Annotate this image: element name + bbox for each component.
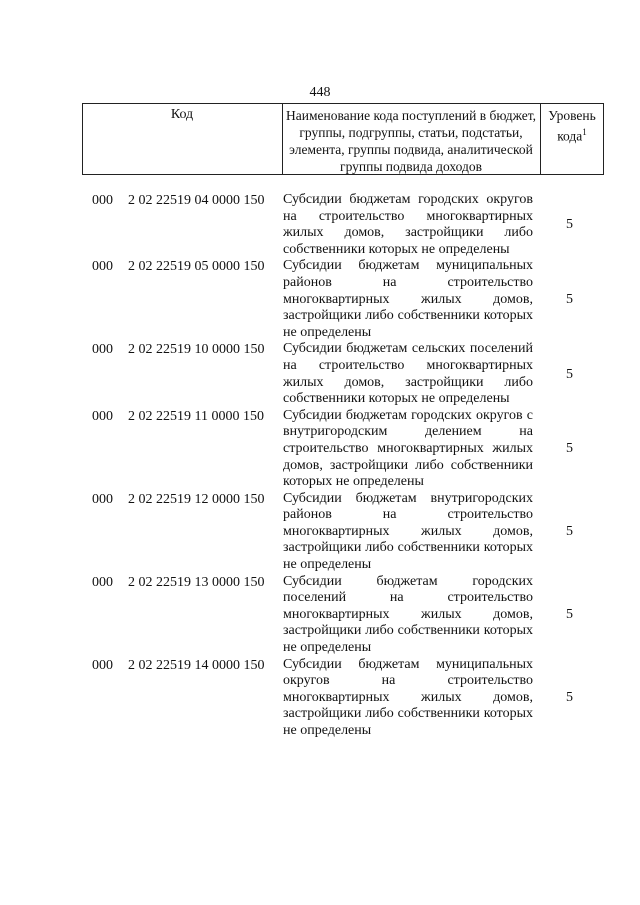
row-level: 5 — [566, 217, 573, 233]
row-name: Субсидии бюджетам муниципальных районов на строительство многоквартирных жилых домов, застройщики либо собственники которых не определены — [283, 258, 533, 340]
row-level: 5 — [566, 690, 573, 706]
row-name: Субсидии бюджетам городских округов с внутригородским делением на строительство многоквартирных жилых домов, застройщики либо собственники которых не определены — [283, 407, 533, 490]
row-name: Субсидии бюджетам муниципальных округов на строительство многоквартирных жилых домов, застройщики либо собственники которых не определены — [283, 656, 533, 738]
row-name: Субсидии бюджетам сельских поселений на строительство многоквартирных жилых домов, застройщики либо собственники которых не определены — [283, 341, 533, 407]
row-prefix: 000 — [92, 342, 113, 358]
table-header — [82, 103, 604, 175]
page-number: 448 — [309, 85, 331, 100]
table-row — [92, 408, 592, 491]
header-level-footnote: 1 — [582, 127, 587, 137]
row-code: 2 02 22519 10 0000 150 — [128, 342, 265, 358]
row-name: Субсидии бюджетам городских округов на строительство многоквартирных жилых домов, застройщики либо собственники которых не определены — [283, 192, 533, 257]
row-prefix: 000 — [92, 408, 113, 424]
row-code: 2 02 22519 05 0000 150 — [128, 259, 265, 275]
row-prefix: 000 — [92, 259, 113, 275]
row-prefix: 000 — [92, 491, 113, 507]
row-code: 2 02 22519 12 0000 150 — [128, 491, 265, 507]
row-level: 5 — [566, 441, 573, 457]
header-name: Наименование кода поступлений в бюджет, группы, подгруппы, статьи, подстатьи, элемента, группы подвида, аналитической группы подвида доходов — [285, 108, 536, 174]
table-row — [92, 192, 592, 258]
row-name: Субсидии бюджетам внутригородских районов на строительство многоквартирных жилых домов, застройщики либо собственники которых не определены — [283, 490, 533, 573]
table-row — [92, 341, 592, 407]
row-prefix: 000 — [92, 574, 113, 590]
row-level: 5 — [566, 366, 573, 382]
header-code: Код — [170, 107, 194, 122]
row-prefix: 000 — [92, 657, 113, 673]
row-code: 2 02 22519 11 0000 150 — [128, 408, 264, 424]
row-level: 5 — [566, 524, 573, 540]
header-level-label: Уровень кода — [548, 108, 596, 144]
header-level — [540, 107, 604, 145]
row-code: 2 02 22519 14 0000 150 — [128, 657, 265, 673]
row-code: 2 02 22519 04 0000 150 — [128, 193, 265, 208]
row-name: Субсидии бюджетам городских поселений на строительство многоквартирных жилых домов, застройщики либо собственники которых не определены — [283, 573, 533, 656]
row-code: 2 02 22519 13 0000 150 — [128, 574, 265, 590]
table-row — [92, 657, 592, 740]
row-level: 5 — [566, 291, 573, 307]
table-row — [92, 574, 592, 657]
table-body — [92, 192, 592, 740]
table-row — [92, 258, 592, 341]
row-prefix: 000 — [92, 193, 113, 208]
row-level: 5 — [566, 607, 573, 623]
table-row — [92, 491, 592, 574]
